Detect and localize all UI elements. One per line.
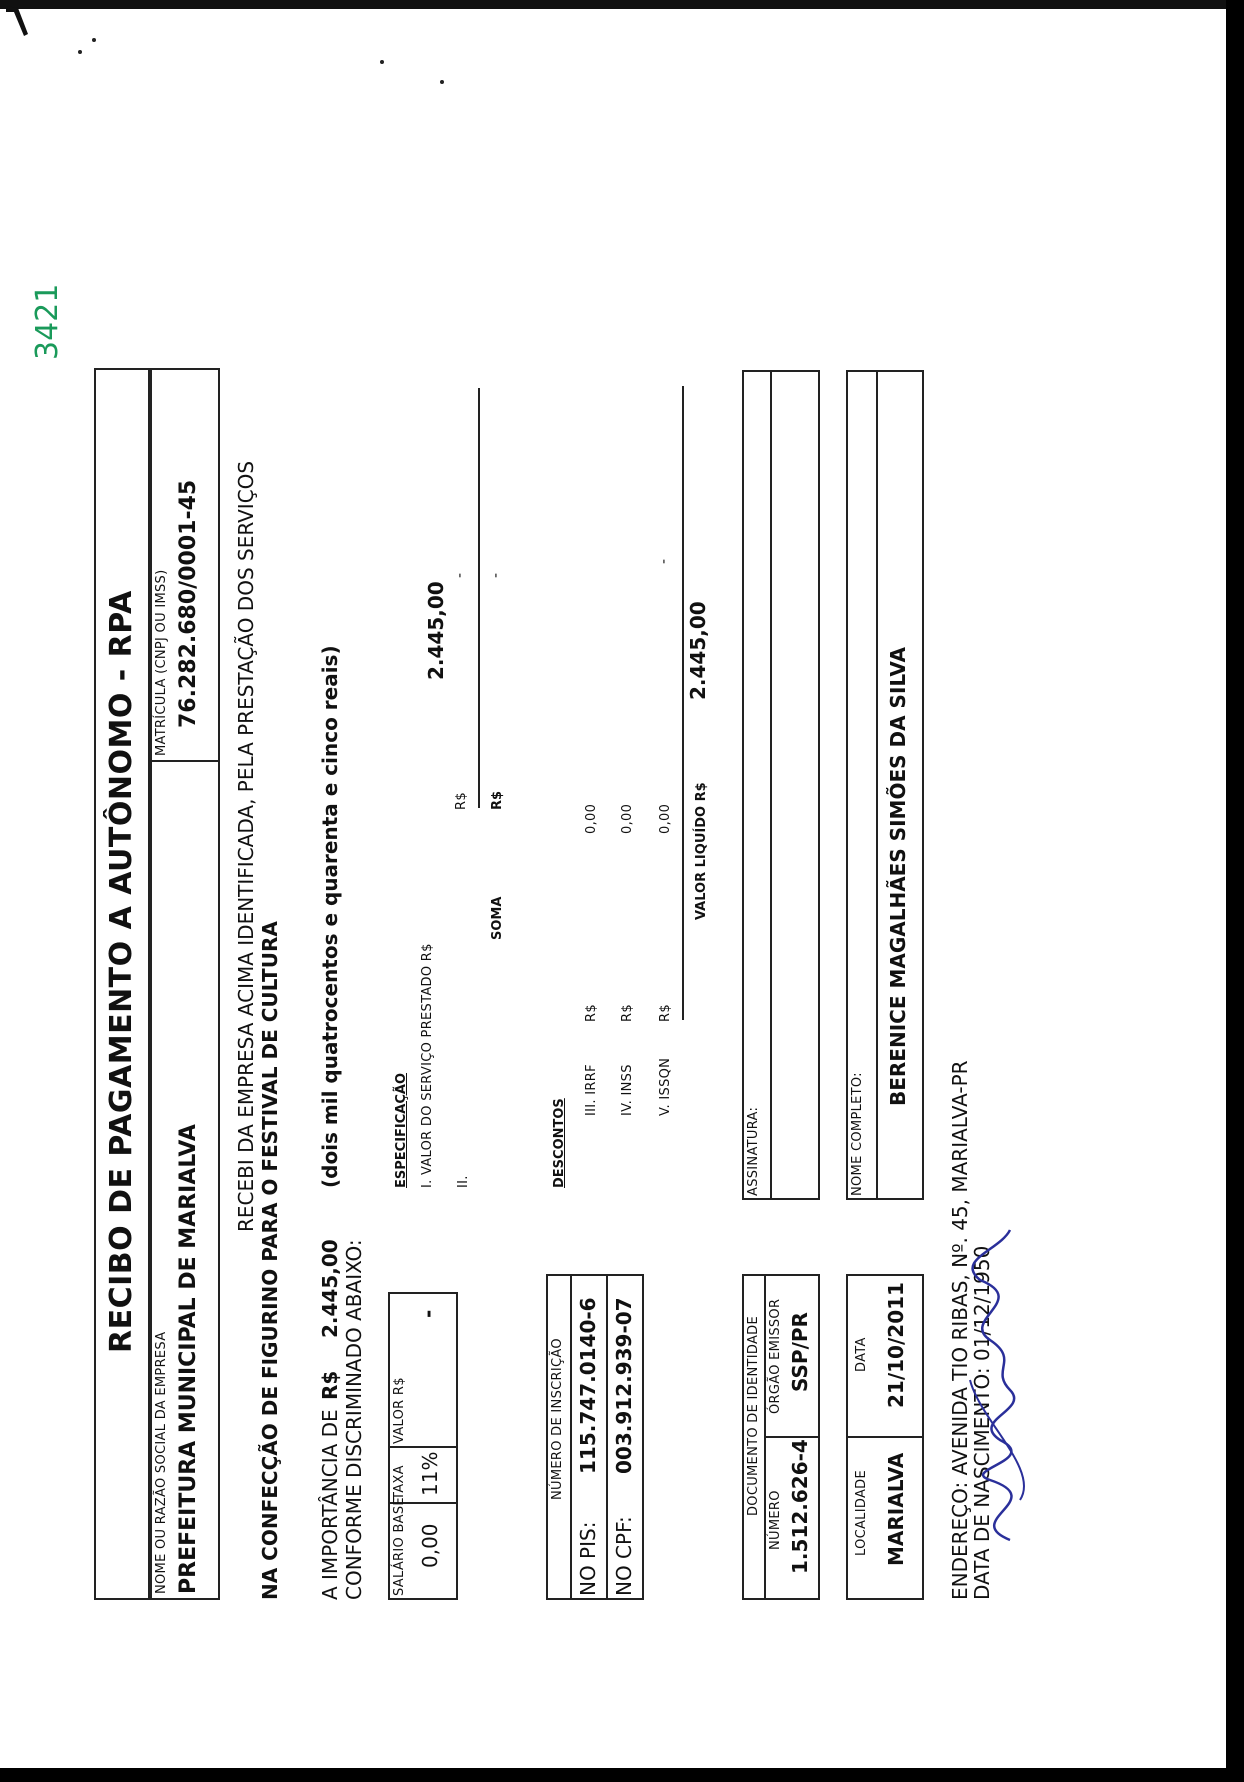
- amount-value: 2.445,00: [318, 1239, 342, 1338]
- page-title: RECIBO DE PAGAMENTO A AUTÔNOMO - RPA: [104, 590, 139, 1353]
- salary-base-value: 0,00: [418, 1523, 442, 1568]
- discount-inss-amount: 0,00: [620, 803, 635, 834]
- company-name-label: NOME OU RAZÃO SOCIAL DA EMPRESA: [154, 1331, 169, 1594]
- spec-sum-value: -: [488, 572, 504, 578]
- full-name-inner-line: [876, 370, 878, 1200]
- discount-issqn-label: V. ISSQN: [658, 1057, 673, 1116]
- discount-issqn-amount: 0,00: [658, 803, 673, 834]
- signature-label: ASSINATURA:: [746, 1106, 761, 1196]
- identity-divider: [764, 1436, 820, 1438]
- pis-label: NO PIS:: [576, 1521, 600, 1596]
- salary-base-label: SALÁRIO BASE: [392, 1497, 407, 1596]
- registration-row-line: [570, 1274, 572, 1600]
- discount-inss-label: IV. INSS: [620, 1064, 635, 1116]
- scan-speck: [78, 50, 82, 54]
- spec-item1-value: 2.445,00: [424, 581, 448, 680]
- net-value-label: VALOR LIQUÍDO R$: [694, 782, 709, 920]
- statement-line2: NA CONFECÇÃO DE FIGURINO PARA O FESTIVAL DE CULTURA: [258, 921, 282, 1600]
- scan-speck: [380, 60, 384, 64]
- pis-value: 115.747.0140-6: [576, 1297, 600, 1474]
- discount-irrf-label: III. IRRF: [584, 1064, 599, 1116]
- receipt-document: [70, 300, 1070, 1600]
- amount-prefix: A IMPORTÂNCIA DE: [318, 1409, 342, 1600]
- discount-inss-currency: R$: [620, 1004, 635, 1022]
- date-value: 21/10/2011: [884, 1282, 908, 1408]
- company-name: PREFEITURA MUNICIPAL DE MARIALVA: [176, 1124, 201, 1594]
- birth-date: DATA DE NASCIMENTO: 01/12/1950: [970, 1245, 994, 1600]
- salary-rate-label: TAXA: [392, 1465, 407, 1500]
- identity-issuer-label: ÓRGÃO EMISSOR: [768, 1298, 783, 1414]
- specification-heading: ESPECIFICAÇÃO: [394, 1072, 409, 1188]
- identity-heading: DOCUMENTO DE IDENTIDADE: [746, 1315, 761, 1516]
- company-registration: 76.282.680/0001-45: [176, 479, 201, 728]
- date-label: DATA: [854, 1337, 869, 1372]
- scan-edge-right: [1226, 0, 1244, 1782]
- spec-sum-currency: R$: [490, 790, 505, 810]
- locality-label: LOCALIDADE: [854, 1470, 869, 1556]
- registration-heading: NÚMERO DE INSCRIÇÃO: [550, 1338, 565, 1500]
- company-divider: [150, 760, 220, 762]
- discount-irrf-amount: 0,00: [584, 803, 599, 834]
- page-number-annotation: 3421: [30, 283, 65, 360]
- full-name-label: NOME COMPLETO:: [850, 1072, 865, 1196]
- salary-value-label: VALOR R$: [392, 1377, 407, 1444]
- signature-inner-line: [770, 370, 772, 1200]
- discount-issqn-currency: R$: [658, 1004, 673, 1022]
- net-value: 2.445,00: [686, 601, 710, 700]
- address: ENDEREÇO: AVENIDA TIO RIBAS, Nº. 45, MARIALVA-PR: [948, 1060, 972, 1600]
- amount-words: (dois mil quatrocentos e quarenta e cinco reais): [318, 645, 342, 1188]
- salary-rate-value: 11%: [418, 1451, 442, 1496]
- net-value-line: [682, 386, 684, 1020]
- spec-item2-value: -: [452, 572, 468, 578]
- salary-divider: [388, 1446, 458, 1448]
- discount-dash: -: [656, 558, 672, 564]
- spec-item2-label: II.: [456, 1175, 471, 1188]
- registration-row-line: [606, 1274, 608, 1600]
- spec-sum-label: SOMA: [490, 896, 505, 940]
- salary-value-value: -: [416, 1309, 440, 1318]
- discounts-heading: DESCONTOS: [552, 1098, 567, 1188]
- spec-item2-currency: R$: [454, 792, 469, 810]
- identity-number-label: NÚMERO: [768, 1490, 783, 1550]
- full-name: BERENICE MAGALHÃES SIMÕES DA SILVA: [886, 647, 910, 1106]
- discount-irrf-currency: R$: [584, 1004, 599, 1022]
- statement-line4: CONFORME DISCRIMINADO ABAIXO:: [342, 1239, 366, 1600]
- cpf-label: NO CPF:: [612, 1516, 636, 1596]
- scan-speck: [92, 38, 96, 42]
- identity-issuer-value: SSP/PR: [788, 1312, 812, 1392]
- scan-corner-mark: [4, 4, 44, 40]
- locality-value: MARIALVA: [884, 1452, 908, 1566]
- company-registration-label: MATRÍCULA (CNPJ OU IMSS): [154, 569, 169, 756]
- signature-box: [742, 370, 820, 1200]
- spec-item1-label: I. VALOR DO SERVIÇO PRESTADO R$: [420, 943, 435, 1188]
- scan-edge-bottom: [0, 1768, 1244, 1782]
- handwritten-signature: [950, 1220, 1060, 1560]
- location-divider: [846, 1436, 924, 1438]
- spec-sum-line: [478, 388, 480, 808]
- scan-speck: [440, 80, 444, 84]
- scan-edge-top: [0, 0, 1244, 9]
- identity-number-value: 1.512.626-4: [788, 1439, 812, 1574]
- title-box: [94, 368, 150, 1600]
- statement-line1: RECEBI DA EMPRESA ACIMA IDENTIFICADA, PELA PRESTAÇÃO DOS SERVIÇOS: [234, 460, 258, 1232]
- cpf-value: 003.912.939-07: [612, 1297, 636, 1474]
- amount-currency: R$: [318, 1370, 342, 1400]
